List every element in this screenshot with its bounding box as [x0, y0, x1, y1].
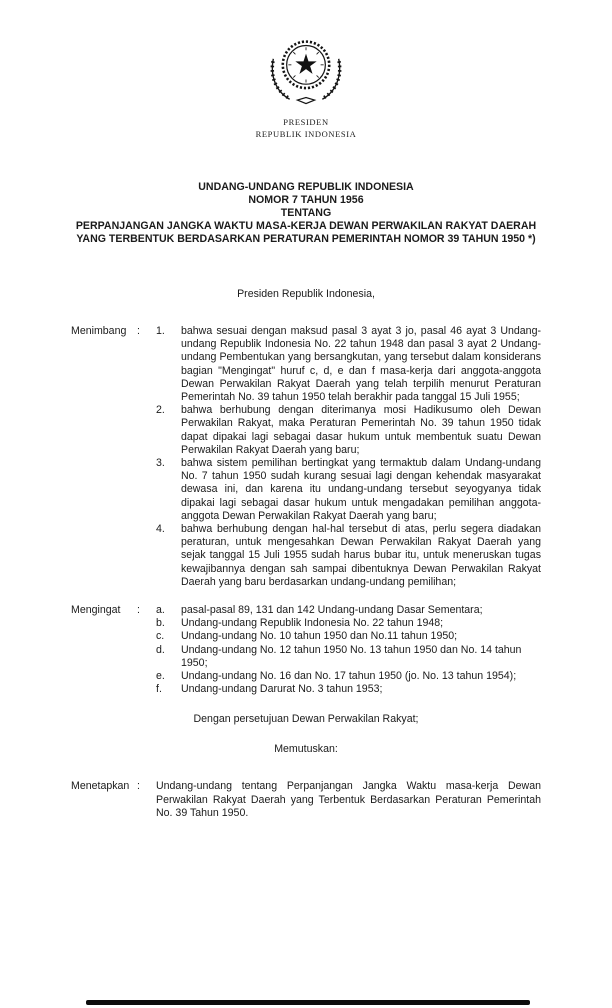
item-marker: f. — [156, 683, 162, 696]
clause-label: Mengingat — [71, 604, 121, 617]
considerations-list — [156, 325, 541, 589]
list-item — [156, 404, 541, 457]
item-marker: 1. — [156, 325, 165, 337]
header-presiden-label: PRESIDEN — [283, 117, 329, 127]
item-marker: b. — [156, 617, 165, 630]
opening-line: Presiden Republik Indonesia, — [237, 288, 375, 300]
item-marker: 2. — [156, 404, 165, 417]
seal-container — [0, 0, 612, 139]
item-text: Undang-undang Darurat No. 3 tahun 1953; — [181, 683, 383, 696]
legal-basis-list — [156, 604, 541, 696]
item-text: bahwa berhubung dengan hal-hal tersebut di atas, perlu segera diadakan peraturan, untuk mengesahkan Dewan Perwakilan Rakyat Daerah yang sejak tanggal 15 Juli 1955 sudah harus bubar itu, untuk meneruskan tugas kewajibannya dengan sah sampai dibentuknya Dewan Perwakilan Rakyat Daerah yang baru berdasarkan undang-undang pemilihan; — [181, 523, 541, 588]
title-line-5: YANG TERBENTUK BERDASARKAN PERATURAN PEMERINTAH NOMOR 39 TAHUN 1950 *) — [76, 233, 536, 245]
agreement-line: Dengan persetujuan Dewan Perwakilan Rakyat; — [193, 713, 419, 726]
item-text: bahwa berhubung dengan diterimanya mosi Hadikusumo oleh Dewan Perwakilan Rakyat, maka Peraturan Pemerintah No. 39 tahun 1950 tidak dapat dipakai lagi sebagai dasar hukum untuk membentuk suatu Dewan Perwakilan Rakyat Daerah yang baru; — [181, 404, 541, 456]
clause-label: Menetapkan — [71, 780, 130, 793]
item-text: Undang-undang No. 12 tahun 1950 No. 13 tahun 1950 dan No. 14 tahun 1950; — [181, 643, 522, 669]
clause-colon: : — [137, 780, 140, 793]
list-item — [156, 604, 541, 617]
clause-colon: : — [137, 325, 140, 337]
clause-label: Menimbang — [71, 325, 127, 337]
item-marker: a. — [156, 604, 165, 617]
clause-menimbang — [71, 325, 541, 589]
clause-mengingat — [71, 604, 541, 696]
memutuskan-line: Memutuskan: — [274, 743, 338, 756]
title-line-3: TENTANG — [280, 207, 332, 219]
title-line-1: UNDANG-UNDANG REPUBLIK INDONESIA — [198, 181, 414, 193]
item-text: Undang-undang Republik Indonesia No. 22 tahun 1948; — [181, 617, 444, 630]
title-line-4: PERPANJANGAN JANGKA WAKTU MASA-KERJA DEWAN PERWAKILAN RAKYAT DAERAH — [75, 220, 537, 232]
item-marker: c. — [156, 630, 165, 643]
list-item — [156, 325, 541, 404]
scan-edge-artifact — [86, 1000, 530, 1005]
clause-colon: : — [137, 604, 140, 617]
item-text: Undang-undang No. 16 dan No. 17 tahun 1950 (jo. No. 13 tahun 1954); — [181, 670, 517, 683]
item-marker: 3. — [156, 457, 165, 470]
clause-menetapkan — [71, 780, 541, 820]
header-republik-label: REPUBLIK INDONESIA — [255, 129, 357, 139]
list-item — [156, 457, 541, 523]
item-text: pasal-pasal 89, 131 dan 142 Undang-undang Dasar Sementara; — [181, 604, 483, 617]
list-item — [156, 523, 541, 589]
enactment-text: Undang-undang tentang Perpanjangan Jangka Waktu masa-kerja Dewan Perwakilan Rakyat Daerah yang Terbentuk Berdasarkan Peraturan Pemerintah No. 39 Tahun 1950. — [156, 780, 541, 819]
item-text: bahwa sesuai dengan maksud pasal 3 ayat 3 jo, pasal 46 ayat 3 Undang-undang Republik Indonesia No. 22 tahun 1948 dan pasal 3 ayat 2 Undang-undang Pembentukan yang bersangkutan, yang tersebut dalam konsiderans bagian "Mengingat" huruf c, d, e dan f masa-kerja dari anggota-anggota Dewan Perwakilan Rakyat Daerah yang telah terpilih menurut Peraturan Pemerintah No. 39 tahun 1950 telah berakhir pada tanggal 15 Juli 1955; — [181, 325, 541, 404]
list-item — [156, 617, 541, 630]
item-text: Undang-undang No. 10 tahun 1950 dan No.11 tahun 1950; — [181, 630, 458, 643]
item-marker: d. — [156, 643, 165, 656]
item-marker: 4. — [156, 523, 165, 536]
item-text: bahwa sistem pemilihan bertingkat yang termaktub dalam Undang-undang No. 7 tahun 1950 sudah kurang sesuai lagi dengan kehendak masyarakat dewasa ini, dan karena itu undang-undang tersebut seyogyanya tidak dipakai lagi sebagai dasar hukum untuk mengadakan pemilihan anggota-anggota Dewan Perwakilan Rakyat Daerah yang baru; — [181, 457, 541, 522]
item-marker: e. — [156, 670, 165, 683]
document-body — [0, 181, 612, 820]
list-item — [156, 630, 541, 643]
list-item — [156, 644, 541, 670]
title-line-2: NOMOR 7 TAHUN 1956 — [248, 194, 364, 206]
presidential-seal-icon — [263, 30, 349, 110]
list-item — [156, 683, 541, 696]
document-title — [71, 181, 541, 246]
list-item — [156, 670, 541, 683]
